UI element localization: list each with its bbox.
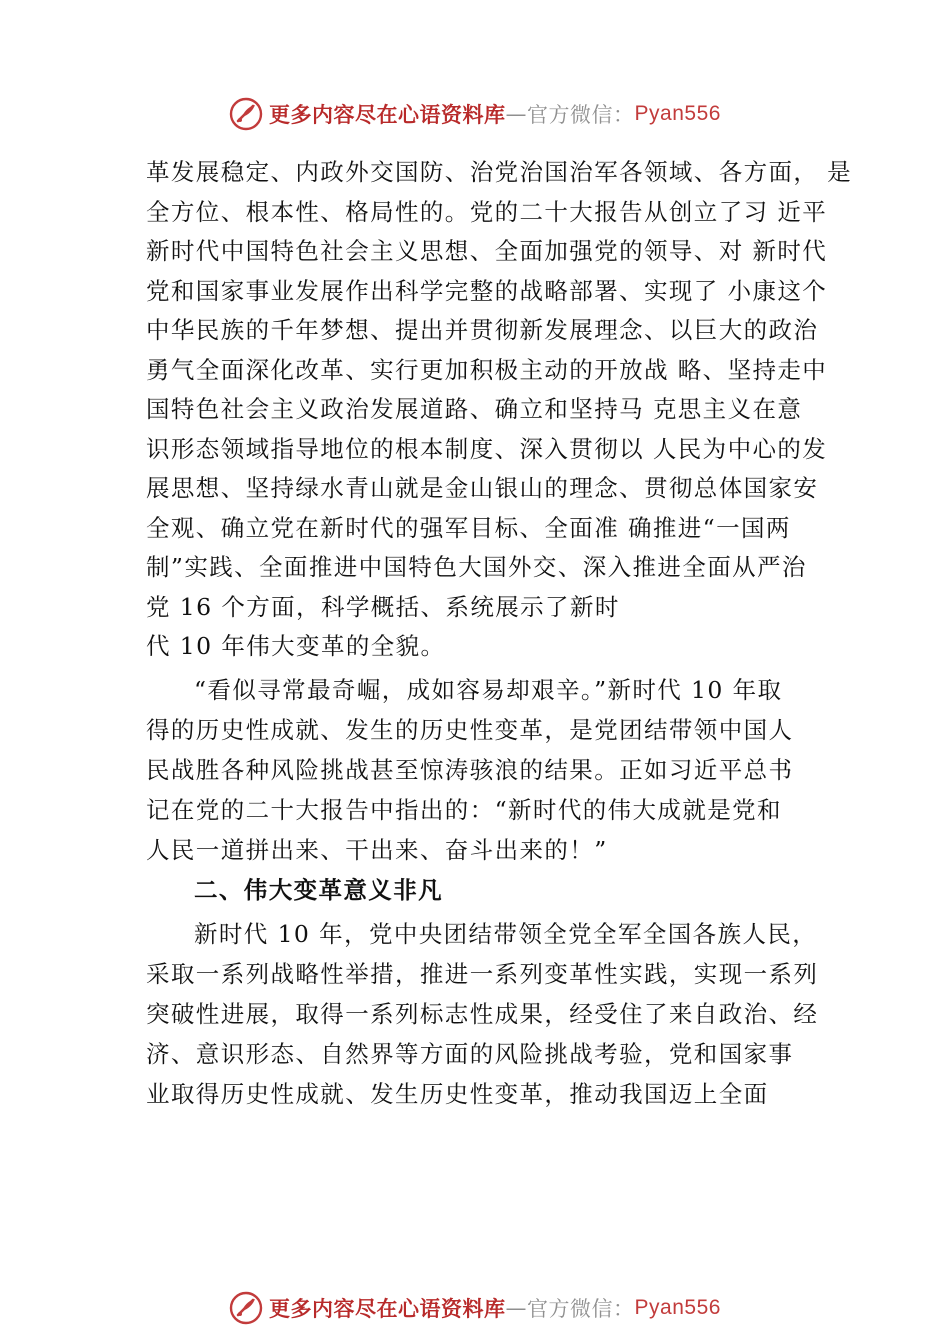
paragraph-2-line: 记在党的二十大报告中指出的：“新时代的伟大成就是党和 [146,796,782,824]
paragraph-1-line: 全方位、根本性、格局性的。党的二十大报告从创立了习 近平 [146,197,828,226]
paragraph-1-line: 制”实践、全面推进中国特色大国外交、深入推进全面从严治 [146,553,807,581]
banner-dash: — [505,102,528,126]
paragraph-2-line: 人民一道拼出来、干出来、奋斗出来的！” [146,836,608,864]
section-heading: 二、伟大变革意义非凡 [194,876,443,904]
paragraph-1-line: 党 16 个方面，科学概括、系统展示了新时 [146,592,620,621]
paragraph-1-line: 代 10 年伟大变革的全貌。 [146,632,446,660]
paragraph-1-line: 全观、确立党在新时代的强军目标、全面准 确推进“一国两 [146,513,791,542]
banner-official-label: 官方微信： [527,1297,635,1321]
paragraph-3-line: 济、意识形态、自然界等方面的风险挑战考验，党和国家事 [146,1040,794,1068]
footer-banner [0,1288,950,1328]
banner-wechat-id: Pyan556 [634,1296,721,1319]
paragraph-1-line: 国特色社会主义政治发展道路、确立和坚持马 克思主义在意 [146,395,803,423]
banner-wechat-id: Pyan556 [634,102,721,125]
paragraph-1-line: 革发展稳定、内政外交国防、治党治国治军各领域、各方面， 是 [146,158,853,186]
paragraph-3-line: 突破性进展，取得一系列标志性成果，经受住了来自政治、经 [146,1000,819,1028]
paragraph-2-line: “看似寻常最奇崛，成如容易却艰辛。”新时代 10 年取 [194,676,783,704]
paragraph-1-line: 展思想、坚持绿水青山就是金山银山的理念、贯彻总体国家安 [146,474,819,502]
paragraph-1-line: 新时代中国特色社会主义思想、全面加强党的领导、对 新时代 [146,237,828,265]
paragraph-3-line: 新时代 10 年，党中央团结带领全党全军全国各族人民， [194,920,818,948]
paragraph-2-line: 得的历史性成就、发生的历史性变革，是党团结带领中国人 [146,716,794,744]
paragraph-1-line: 勇气全面深化改革、实行更加积极主动的开放战 略、坚持走中 [146,355,828,384]
paragraph-1-line: 识形态领域指导地位的根本制度、深入贯彻以 人民为中心的发 [146,434,828,463]
paragraph-3-line: 采取一系列战略性举措，推进一系列变革性实践，实现一系列 [146,960,819,988]
banner-official-label: 官方微信： [527,103,635,127]
header-banner [0,94,950,134]
quill-logo-icon [229,1291,263,1325]
paragraph-1-line: 中华民族的千年梦想、提出并贯彻新发展理念、以巨大的政治 [146,316,819,344]
quill-logo-icon [229,97,263,131]
banner-site-name: 更多内容尽在心语资料库 [269,1296,506,1321]
paragraph-2-line: 民战胜各种风险挑战甚至惊涛骇浪的结果。正如习近平总书 [146,756,794,784]
paragraph-1-line: 党和国家事业发展作出科学完整的战略部署、实现了 小康这个 [146,276,828,305]
paragraph-3-line: 业取得历史性成就、发生历史性变革，推动我国迈上全面 [146,1080,769,1108]
banner-site-name: 更多内容尽在心语资料库 [269,102,506,127]
banner-dash: — [505,1296,528,1320]
